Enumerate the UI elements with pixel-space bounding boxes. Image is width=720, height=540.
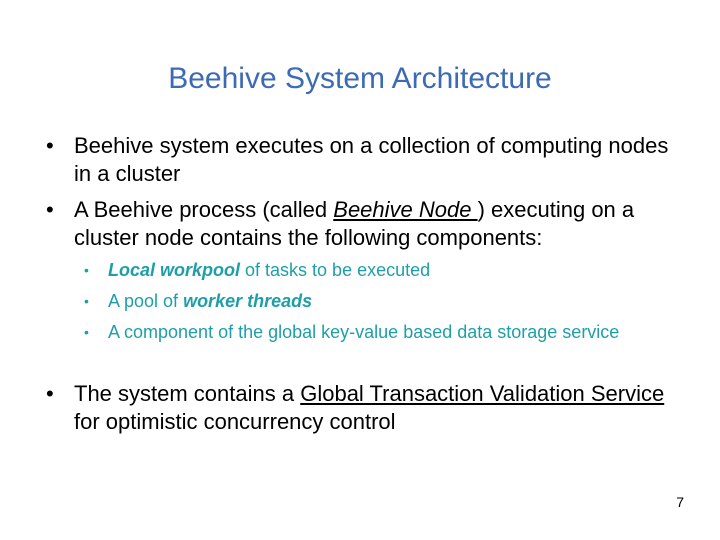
bullet-item-1 [46,132,686,188]
global-transaction-validation-service-term: Global Transaction Validation Service [300,381,665,406]
local-workpool-term: Local workpool [108,260,241,280]
slide-title: Beehive System Architecture [168,62,552,95]
sub-bullet-text-after: of tasks to be executed [240,260,431,280]
bullet-text-after: ) executing on a cluster node contains the following components: [74,197,635,250]
worker-threads-term: worker threads [183,291,313,311]
bullet-item-3 [46,380,686,436]
sub-bullet-item-3 [84,319,684,345]
bullet-text [74,196,686,252]
sub-bullet-marker: • [84,293,89,309]
sub-bullet-item-1 [84,257,684,283]
sub-bullet-marker: • [84,324,89,340]
sub-bullet-text-before: A pool of [108,291,184,311]
bullet-marker: • [46,133,54,158]
bullet-item-2 [46,196,686,252]
bullet-marker: • [46,197,54,222]
bullet-text: Beehive system executes on a collection of computing nodes in a cluster [74,133,669,186]
bullet-text-before: A Beehive process (called [74,197,334,222]
bullet-text [74,380,686,436]
sub-bullet-text: A component of the global key-value based data storage service [108,322,620,342]
sub-bullet-marker: • [84,262,89,278]
bullet-marker: • [46,381,54,406]
bullet-text-before: The system contains a [74,381,301,406]
bullet-text-after: for optimistic concurrency control [74,409,396,434]
page-number: 7 [676,494,684,510]
sub-bullet-item-2 [84,288,684,314]
beehive-node-term: Beehive Node [333,197,478,222]
